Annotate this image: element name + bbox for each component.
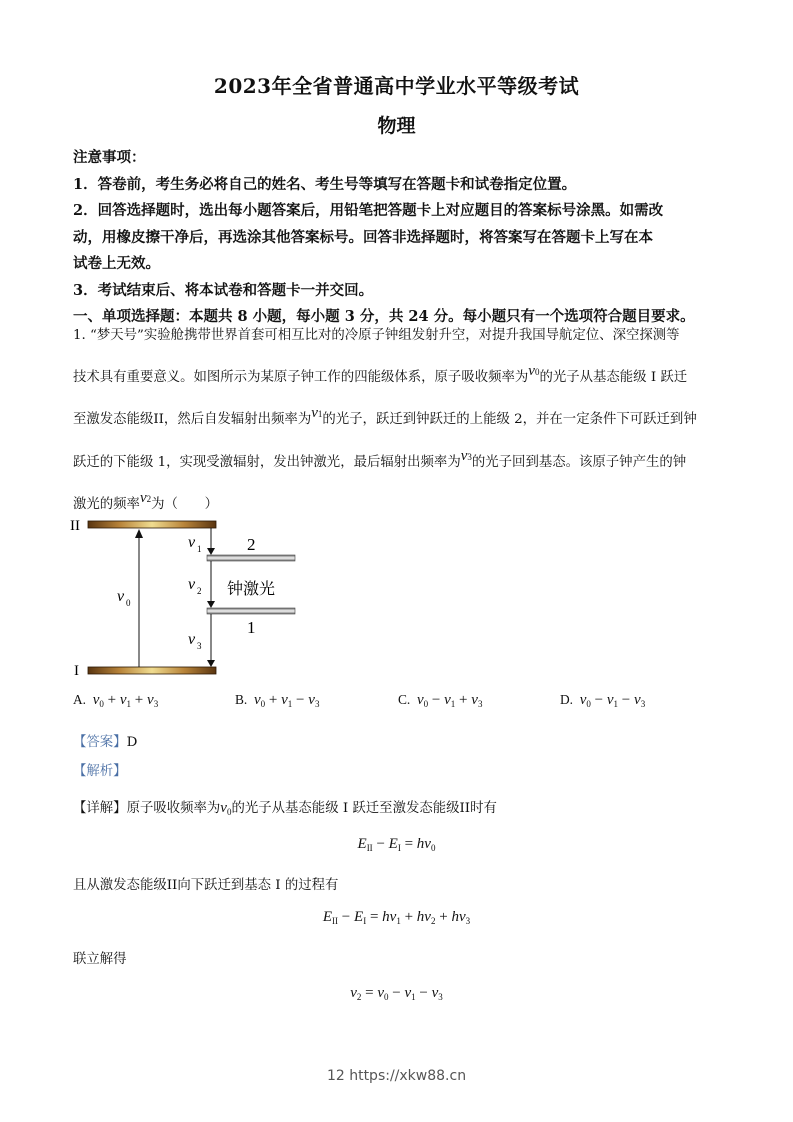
nu2-symbol: ν2 (139, 490, 152, 506)
notice-line: 1．答卷前，考生务必将自己的姓名、考生号等填写在答题卡和试卷指定位置。 (73, 175, 577, 193)
detail-line: 【详解】原子吸收频率为$\nu_0$的光子从基态能级 I 跃迁至激发态能级II时有 (73, 800, 497, 817)
notice-line: 动，用橡皮擦干净后，再选涂其他答案标号。回答非选择题时，将答案写在答题卡上写在本 (73, 228, 653, 246)
question-line: 至激发态能级II，然后自发辐射出频率为ν1的光子，跃迁到钟跃迁的上能级 2，并在一定条件下可跃迁到钟 (73, 405, 697, 427)
notice-heading: 注意事项： (73, 149, 146, 166)
svg-text:ν: ν (188, 631, 196, 648)
level-I-label: I (74, 663, 79, 679)
notice-line: 试卷上无效。 (73, 255, 160, 272)
notice-line: 3．考试结束后、将本试卷和答题卡一并交回。 (73, 281, 374, 299)
detail-label: 【详解】 (73, 801, 127, 816)
question-line: 激光的频率ν2为（ ） (73, 490, 219, 512)
clock-laser-label: 钟激光 (227, 581, 276, 598)
level-1-label: 1 (247, 618, 256, 637)
section-heading: 一、单项选择题：本题共 8 小题，每小题 3 分，共 24 分。每小题只有一个选项符合题目要求。 (73, 308, 695, 325)
question-line: 1. “梦天号”实验舱携带世界首套可相互比对的冷原子钟组发射升空，对提升我国导航定位、深空探测等 (73, 328, 680, 343)
exam-title: 2023年全省普通高中学业水平等级考试 (213, 74, 580, 98)
page-footer: 12 https://xkw88.cn (326, 1068, 467, 1084)
level-I-bar (88, 667, 216, 674)
level-2-bar (207, 555, 295, 561)
nu3-symbol: ν3 (460, 447, 472, 464)
analysis-line (73, 760, 127, 779)
answer-label: 【答案】 (73, 735, 127, 750)
energy-level-diagram (60, 510, 320, 685)
arrow-down-icon (207, 548, 215, 555)
svg-text:ν: ν (188, 534, 196, 551)
option-d[interactable]: D. $\nu_0 - \nu_1 - \nu_3$ (560, 692, 646, 709)
subject-title: 物理 (377, 115, 416, 137)
svg-text:ν: ν (117, 588, 125, 605)
answer-line (73, 731, 137, 750)
option-a[interactable]: A. $\nu_0 + \nu_1 + \nu_3$ (73, 692, 159, 709)
level-2-label: 2 (247, 535, 256, 554)
svg-text:ν: ν (188, 576, 196, 593)
question-line: 技术具有重要意义。如图所示为某原子钟工作的四能级体系，原子吸收频率为ν0的光子从基态能级 I 跃迁 (73, 362, 688, 385)
answer-value: D (126, 735, 138, 750)
equation-1: $E_{II} - E_I = h\nu_0$ (357, 836, 436, 853)
svg-text:2: 2 (197, 586, 202, 596)
analysis-label: 【解析】 (73, 764, 127, 779)
option-b[interactable]: B. $\nu_0 + \nu_1 - \nu_3$ (235, 692, 320, 709)
arrow-up-icon (135, 529, 143, 538)
level-1-bar (207, 608, 295, 614)
nu1-symbol: ν1 (311, 405, 323, 421)
level-II-label: II (70, 518, 80, 534)
question-line: 跃迁的下能级 1，实现受激辐射，发出钟激光，最后辐射出频率为ν3的光子回到基态。该原子钟产生的钟 (73, 447, 687, 470)
svg-text:1: 1 (197, 544, 202, 554)
question-1 (73, 315, 733, 527)
svg-text:0: 0 (126, 598, 131, 608)
notice-section (73, 145, 733, 331)
arrow-down-icon (207, 601, 215, 608)
notice-line: 2．回答选择题时，选出每小题答案后，用铅笔把答题卡上对应题目的答案标号涂黑。如需改 (73, 202, 664, 219)
detail-text-3: 联立解得 (73, 952, 127, 967)
equation-3: $\nu_2 = \nu_0 - \nu_1 - \nu_3$ (350, 985, 443, 1002)
level-II-bar (88, 521, 216, 528)
svg-text:3: 3 (197, 641, 202, 651)
equation-2: $E_{II} - E_I = h\nu_1 + h\nu_2 + h\nu_3$ (322, 909, 471, 926)
option-c[interactable]: C. $\nu_0 - \nu_1 + \nu_3$ (398, 692, 483, 709)
nu0-symbol: ν0 (528, 362, 540, 379)
detail-text-2: 且从激发态能级II向下跃迁到基态 I 的过程有 (73, 878, 339, 893)
arrow-down-icon (207, 660, 215, 667)
